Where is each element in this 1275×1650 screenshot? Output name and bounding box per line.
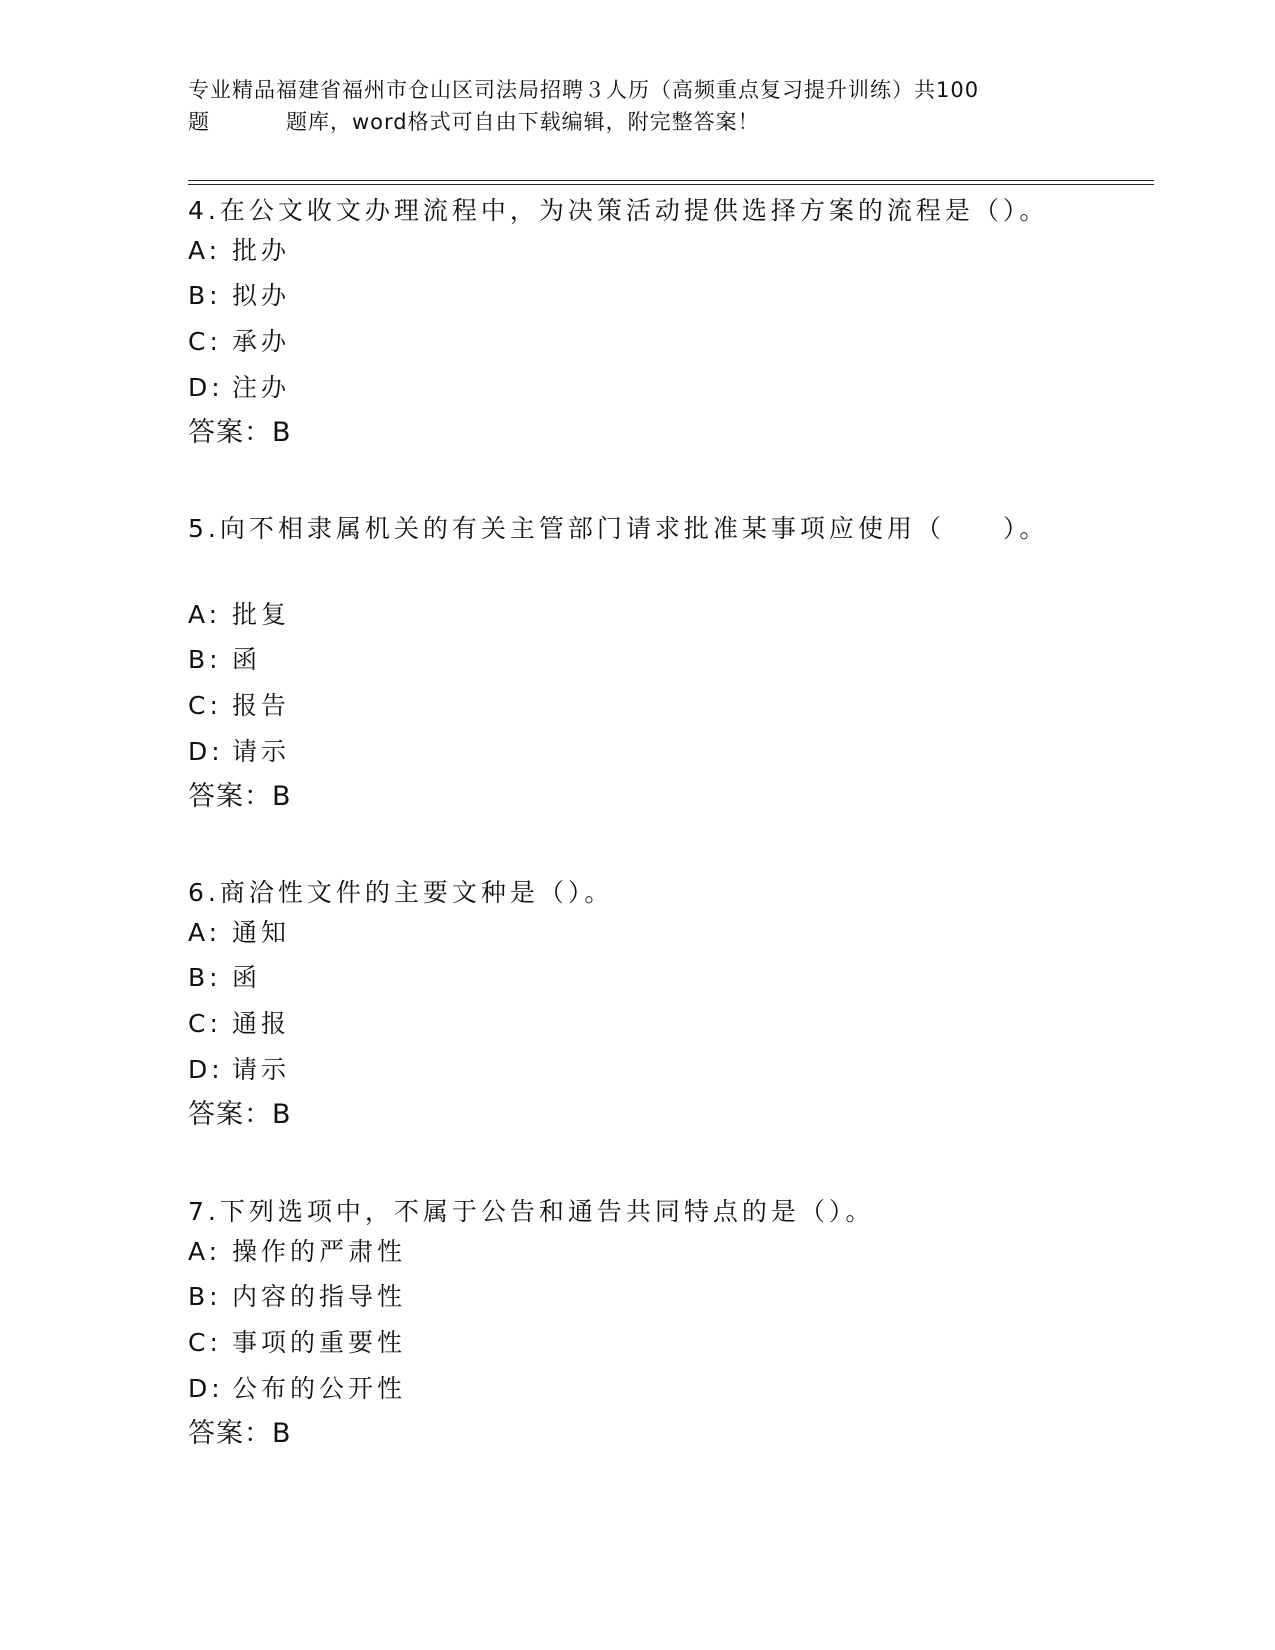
option-key: D: — [188, 736, 224, 766]
question-text: 4.在公文收文办理流程中，为决策活动提供选择方案的流程是（）。 — [188, 196, 1049, 225]
question-block — [188, 194, 1148, 455]
option-text: 内容的指导性 — [232, 1282, 407, 1312]
question-text: 6.商洽性文件的主要文种是（）。 — [188, 878, 614, 907]
option-key: D: — [188, 1054, 224, 1084]
option-key: C: — [188, 1327, 222, 1357]
option-key: D: — [188, 372, 224, 402]
question-block — [188, 876, 1148, 1137]
option-key: C: — [188, 326, 222, 356]
option-text: 通报 — [232, 1008, 291, 1038]
option-text: 拟办 — [232, 281, 291, 311]
header-divider-bottom — [188, 184, 1154, 185]
option-c — [188, 319, 1148, 365]
option-key: B: — [188, 963, 222, 993]
option-d — [188, 1047, 1148, 1093]
question-text: 5.向不相隶属机关的有关主管部门请求批准某事项应使用（ ）。 — [188, 514, 1049, 543]
option-key: D: — [188, 1373, 224, 1403]
option-text: 请示 — [232, 736, 291, 766]
option-text: 事项的重要性 — [232, 1327, 407, 1357]
option-text: 报告 — [232, 690, 291, 720]
option-key: B: — [188, 645, 222, 675]
header-divider-top — [188, 180, 1154, 181]
header-title-line2 — [188, 106, 1088, 138]
option-key: A: — [188, 917, 222, 947]
option-text: 函 — [232, 645, 262, 675]
option-a — [188, 910, 1148, 956]
answer-line: 答案：B — [188, 416, 292, 448]
option-text: 通知 — [232, 917, 291, 947]
option-text: 函 — [232, 963, 262, 993]
option-text: 批复 — [232, 599, 291, 629]
option-b — [188, 274, 1148, 320]
option-c — [188, 1001, 1148, 1047]
option-c — [188, 683, 1148, 729]
option-a — [188, 228, 1148, 274]
option-key: A: — [188, 1236, 222, 1266]
option-text: 批办 — [232, 235, 291, 265]
option-text: 请示 — [232, 1054, 291, 1084]
option-d — [188, 729, 1148, 775]
option-a — [188, 1229, 1148, 1275]
option-d — [188, 1366, 1148, 1412]
option-a — [188, 592, 1148, 638]
option-text: 公布的公开性 — [232, 1373, 407, 1403]
question-block — [188, 1195, 1148, 1456]
answer-line: 答案：B — [188, 780, 292, 812]
header-title-line1: 专业精品福建省福州市仓山区司法局招聘３人历（高频重点复习提升训练）共100 — [188, 78, 980, 102]
option-key: B: — [188, 1282, 222, 1312]
document-header — [188, 74, 1088, 138]
option-b — [188, 1275, 1148, 1321]
option-key: A: — [188, 235, 222, 265]
option-d — [188, 365, 1148, 411]
header-line2-prefix: 题 — [188, 110, 210, 134]
option-text: 操作的严肃性 — [232, 1236, 407, 1266]
question-text: 7.下列选项中，不属于公告和通告共同特点的是（）。 — [188, 1197, 875, 1226]
option-key: A: — [188, 599, 222, 629]
option-b — [188, 956, 1148, 1002]
option-key: C: — [188, 690, 222, 720]
option-b — [188, 638, 1148, 684]
answer-line: 答案：B — [188, 1417, 292, 1449]
question-block — [188, 512, 1148, 819]
answer-line: 答案：B — [188, 1098, 292, 1130]
header-line2-rest: 题库，word格式可自由下载编辑，附完整答案！ — [286, 110, 760, 134]
option-key: C: — [188, 1008, 222, 1038]
option-text: 承办 — [232, 326, 291, 356]
option-key: B: — [188, 281, 222, 311]
option-text: 注办 — [232, 372, 291, 402]
option-c — [188, 1320, 1148, 1366]
